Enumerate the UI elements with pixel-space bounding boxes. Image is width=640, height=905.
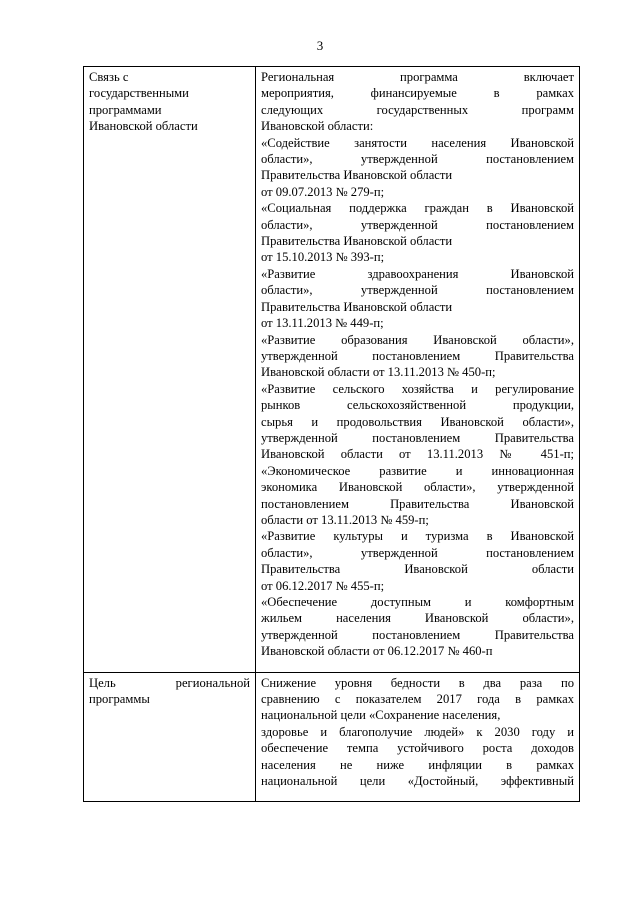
content-line: «Обеспечение доступным и комфортным xyxy=(261,595,574,609)
row-label-goal xyxy=(84,672,256,802)
content-line: утвержденной постановлением Правительства xyxy=(261,627,574,642)
content-line: от 13.11.2013 № 449-п; xyxy=(261,316,384,331)
content-line: «Развитие сельского хозяйства и регулирование xyxy=(261,381,574,396)
content-line: области», утвержденной постановлением xyxy=(261,283,574,298)
content-line: Снижение уровня бедности в два раза по xyxy=(261,675,574,690)
content-line: от 15.10.2013 № 393-п; xyxy=(261,250,385,265)
content-line: населения не ниже инфляции в рамках xyxy=(261,757,574,772)
content-line: от 09.07.2013 № 279-п; xyxy=(261,184,385,199)
content-line: национальной цели «Достойный, эффективный xyxy=(261,774,574,789)
table-row xyxy=(84,672,580,802)
label-line: Связь с xyxy=(89,70,129,84)
content-line: утвержденной постановлением Правительства xyxy=(261,430,574,445)
content-line: «Социальная поддержка граждан в Ивановской xyxy=(261,201,574,216)
content-line: Правительства Ивановской области xyxy=(261,168,453,183)
label-text xyxy=(89,69,250,135)
content-line: Региональная программа включает xyxy=(261,70,574,84)
content-line: «Развитие здравоохранения Ивановской xyxy=(261,266,574,281)
label-text xyxy=(89,675,250,708)
content-line: постановлением Правительства Ивановской xyxy=(261,496,574,511)
content-line: области», утвержденной постановлением xyxy=(261,152,574,167)
content-line: «Развитие культуры и туризма в Ивановской xyxy=(261,529,574,544)
content-line: сравнению с показателем 2017 года в рамках xyxy=(261,692,574,707)
content-line: экономика Ивановской области», утвержденной xyxy=(261,480,574,495)
content-line: области от 13.11.2013 № 459-п; xyxy=(261,512,429,527)
content-line: области», утвержденной постановлением xyxy=(261,217,574,232)
content-line: Правительства Ивановской области xyxy=(261,234,453,249)
content-line: жильем населения Ивановской области», xyxy=(261,611,574,626)
content-line: сырья и продовольствия Ивановской области», xyxy=(261,414,574,429)
label-line: программами xyxy=(89,102,162,117)
content-line: следующих государственных программ xyxy=(261,102,574,117)
label-line: Ивановской области xyxy=(89,119,198,134)
label-line: государственными xyxy=(89,86,189,101)
content-line: утвержденной постановлением Правительства xyxy=(261,348,574,363)
content-line: «Экономическое развитие и инновационная xyxy=(261,463,574,478)
page-number: 3 xyxy=(316,38,324,53)
content-line: рынков сельскохозяйственной продукции, xyxy=(261,398,574,413)
content-line: от 06.12.2017 № 455-п; xyxy=(261,578,385,593)
content-text xyxy=(261,675,574,790)
content-line: обеспечение темпа устойчивого роста доходов xyxy=(261,741,574,756)
row-content-links xyxy=(256,67,580,673)
table-row xyxy=(84,67,580,673)
content-line: Правительства Ивановской области xyxy=(261,562,574,577)
content-line: Ивановской области: xyxy=(261,119,374,134)
content-text xyxy=(261,69,574,660)
row-label-links xyxy=(84,67,256,673)
passport-table xyxy=(83,66,580,802)
content-line: Ивановской области от 13.11.2013 № 450-п; xyxy=(261,365,496,380)
row-content-goal xyxy=(256,672,580,802)
content-line: национальной цели «Сохранение населения, xyxy=(261,708,501,723)
content-line: «Развитие образования Ивановской области», xyxy=(261,332,574,347)
label-line: Цель региональной xyxy=(89,675,250,690)
content-line: «Содействие занятости населения Ивановской xyxy=(261,135,574,150)
label-line: программы xyxy=(89,692,150,707)
content-line: мероприятия, финансируемые в рамках xyxy=(261,86,574,101)
content-line: области», утвержденной постановлением xyxy=(261,545,574,560)
content-line: Правительства Ивановской области xyxy=(261,299,453,314)
content-line: Ивановской области от 06.12.2017 № 460-п xyxy=(261,644,493,659)
content-line: Ивановской области от 13.11.2013 № 451-п; xyxy=(261,447,574,462)
content-line: здоровье и благополучие людей» к 2030 году и xyxy=(261,724,574,739)
